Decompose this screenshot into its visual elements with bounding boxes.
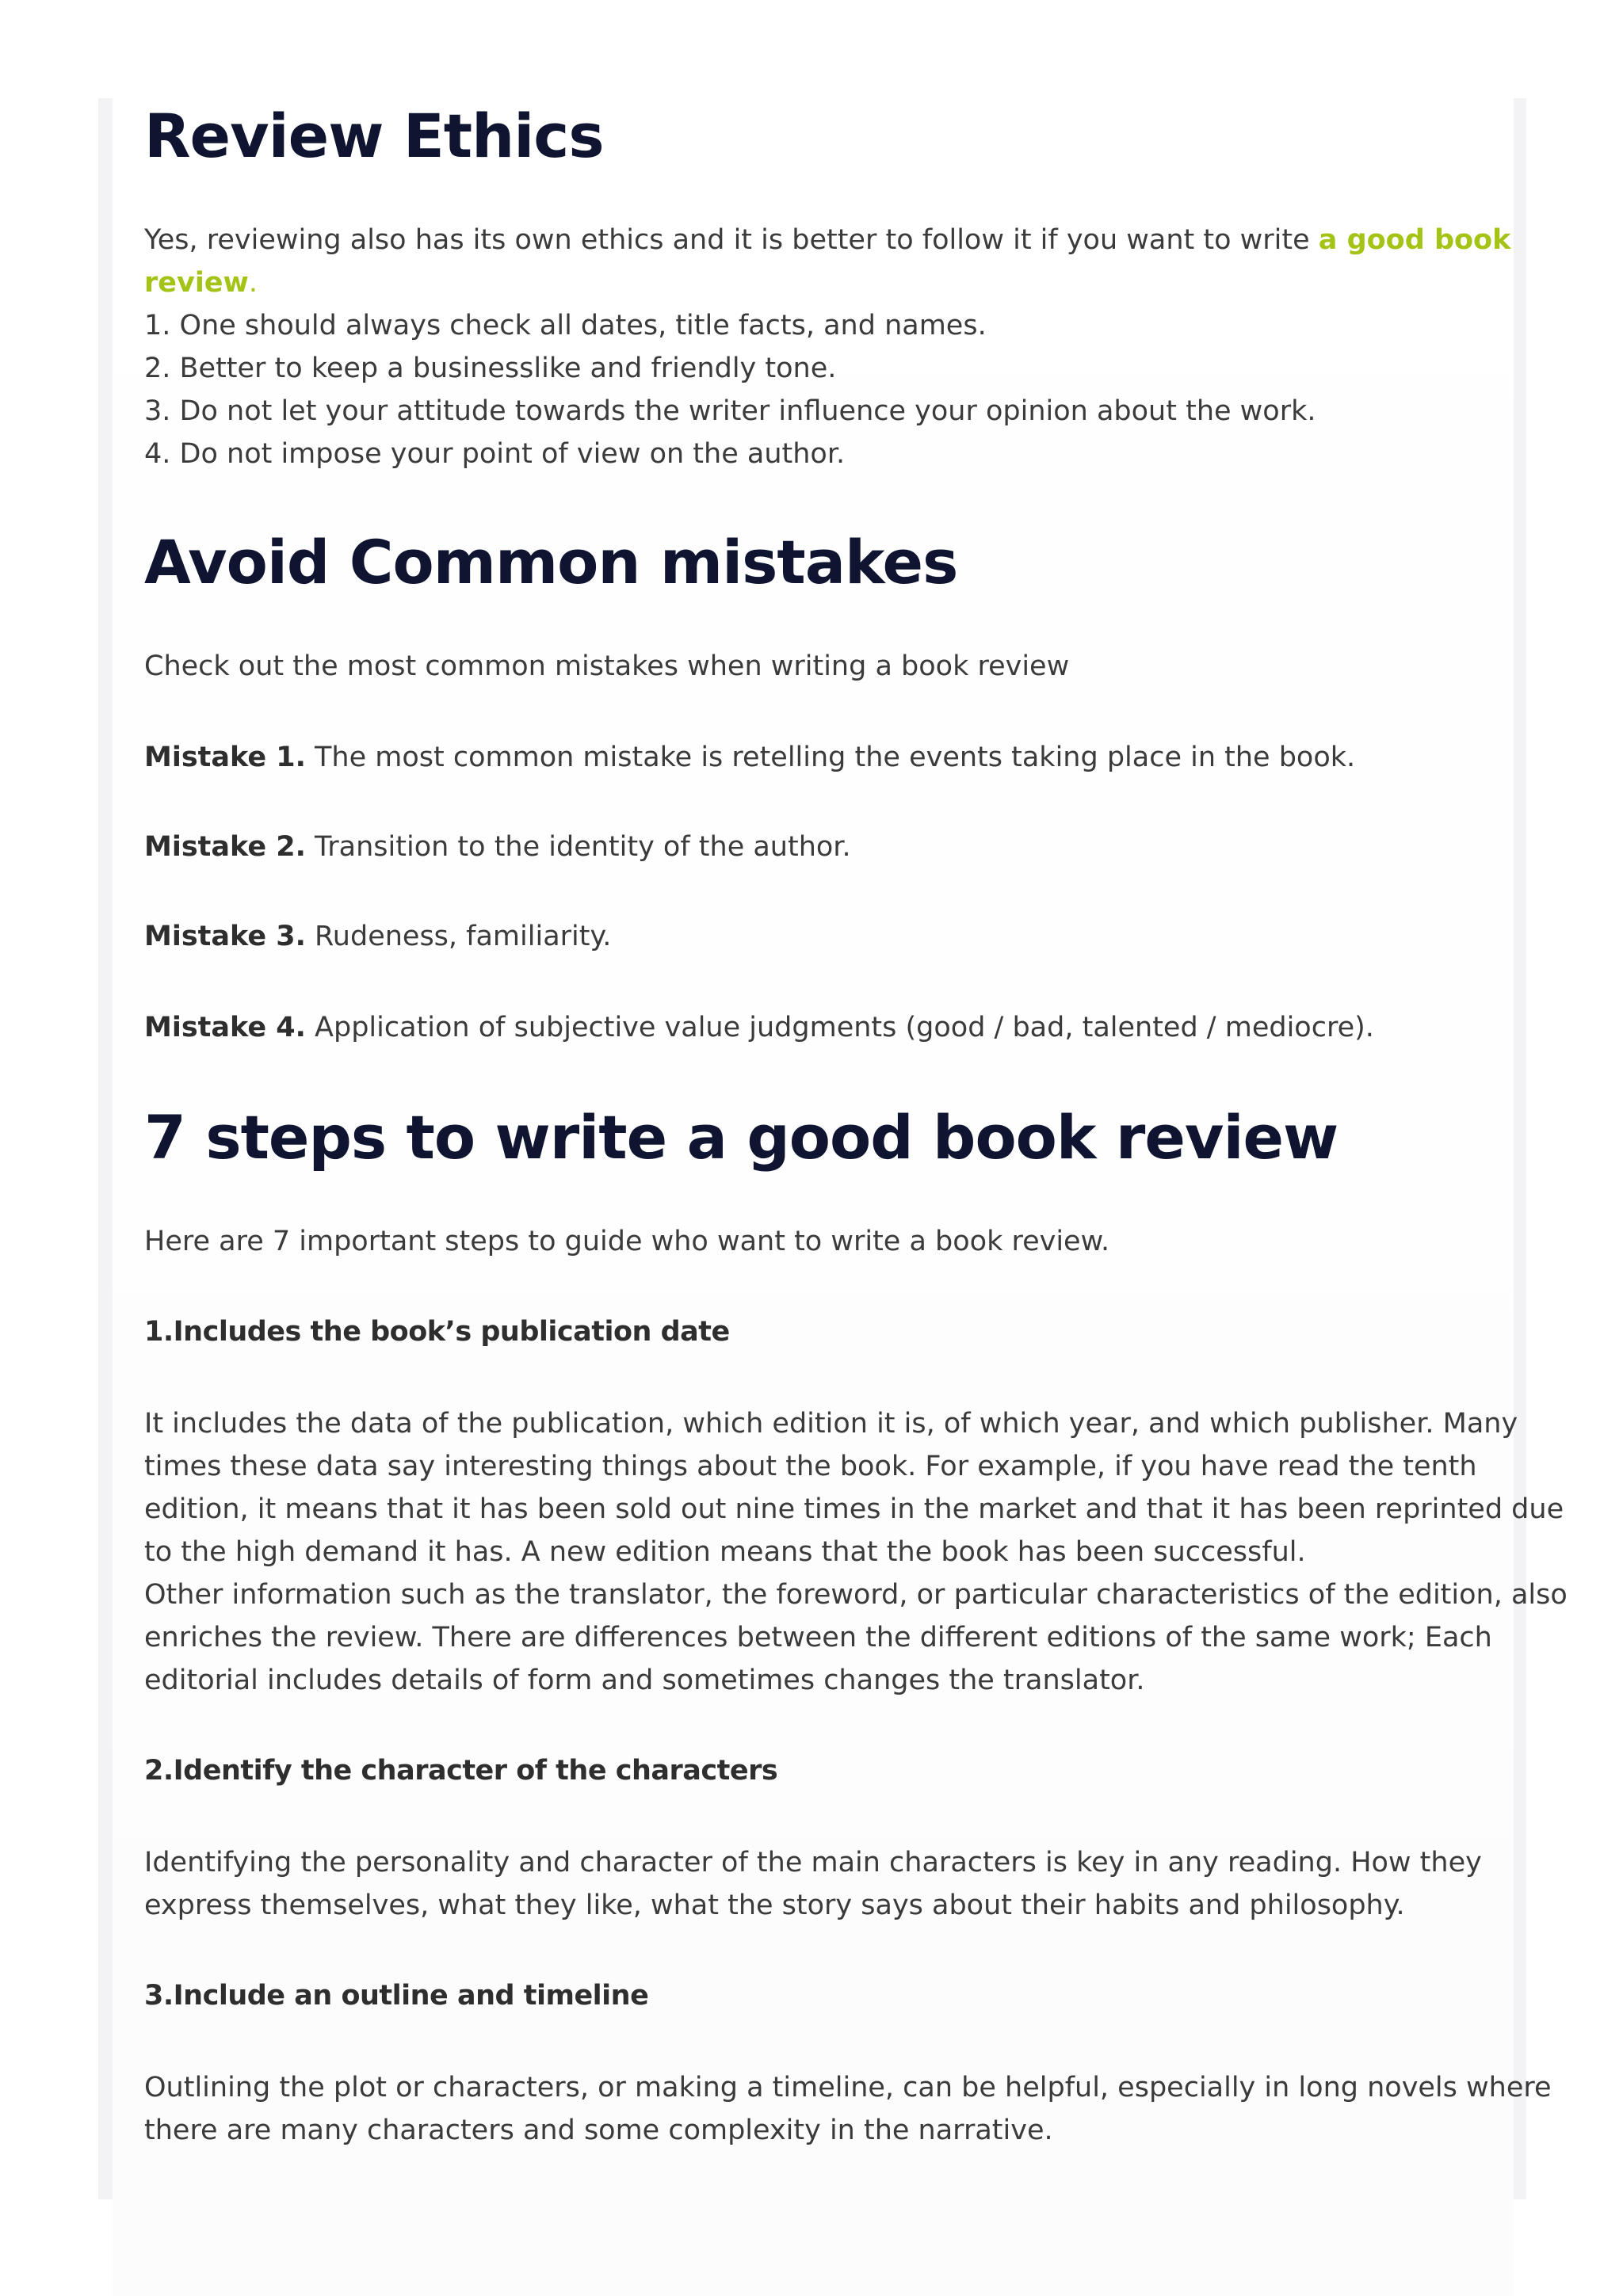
mistake-text: Application of subjective value judgments (good / bad, talented / mediocre). bbox=[305, 1012, 1374, 1043]
step-title: 2.Identify the character of the characters bbox=[144, 1755, 778, 1787]
step-body-line: edition, it means that it has been sold out nine times in the market and that it has been reprinted due bbox=[144, 1493, 1564, 1525]
mistake-item bbox=[144, 1006, 1491, 1049]
mistake-label: Mistake 2. bbox=[144, 831, 306, 863]
ethics-intro-text: Yes, reviewing also has its own ethics and it is better to follow it if you want to write bbox=[144, 224, 1319, 256]
mistake-item bbox=[144, 826, 1491, 868]
mistakes-intro: Check out the most common mistakes when writing a book review bbox=[144, 650, 1070, 682]
step-body-line: Outlining the plot or characters, or making a timeline, can be helpful, especially in long novels where bbox=[144, 2072, 1552, 2103]
ethics-item: 2. Better to keep a businesslike and friendly tone. bbox=[144, 353, 837, 384]
mistake-text: The most common mistake is retelling the events taking place in the book. bbox=[305, 742, 1356, 773]
ethics-item: 1. One should always check all dates, title facts, and names. bbox=[144, 310, 987, 341]
step-body-line: Other information such as the translator, the foreword, or particular characteristics of the edition, also bbox=[144, 1579, 1568, 1611]
heading-seven-steps: 7 steps to write a good book review bbox=[144, 1102, 1338, 1173]
mistake-label: Mistake 1. bbox=[144, 742, 306, 773]
link-period: . bbox=[248, 267, 258, 299]
step-title: 3.Include an outline and timeline bbox=[144, 1980, 649, 2012]
article bbox=[113, 98, 1568, 2296]
ethics-intro-line-1 bbox=[144, 219, 1511, 261]
step-body-line: there are many characters and some complexity in the narrative. bbox=[144, 2115, 1053, 2146]
step-body-line: times these data say interesting things about the book. For example, if you have read the tenth bbox=[144, 1451, 1477, 1482]
mistake-text: Rudeness, familiarity. bbox=[305, 921, 612, 952]
ethics-item: 4. Do not impose your point of view on the author. bbox=[144, 438, 846, 470]
step-body-line: Identifying the personality and character of the main characters is key in any reading. How they bbox=[144, 1847, 1482, 1878]
heading-review-ethics: Review Ethics bbox=[144, 101, 604, 171]
steps-intro: Here are 7 important steps to guide who want to write a book review. bbox=[144, 1226, 1110, 1257]
mistake-item bbox=[144, 736, 1491, 779]
step-body bbox=[144, 1841, 1491, 1927]
mistake-text: Transition to the identity of the author. bbox=[305, 831, 851, 863]
ethics-item: 3. Do not let your attitude towards the writer influence your opinion about the work. bbox=[144, 395, 1316, 427]
ethics-intro bbox=[144, 219, 1511, 475]
heading-avoid-common-mistakes: Avoid Common mistakes bbox=[144, 527, 958, 597]
step-body-line: editorial includes details of form and sometimes changes the translator. bbox=[144, 1665, 1145, 1696]
ethics-intro-line-2 bbox=[144, 261, 1491, 304]
step-body-line: express themselves, what they like, what the story says about their habits and philosophy. bbox=[144, 1890, 1405, 1921]
good-book-review-link[interactable]: a good book bbox=[1318, 224, 1511, 256]
step-body bbox=[144, 1402, 1568, 1702]
step-title: 1.Includes the book’s publication date bbox=[144, 1316, 730, 1348]
step-body bbox=[144, 2066, 1552, 2152]
step-body-line: enriches the review. There are differences between the different editions of the same work; Each bbox=[144, 1622, 1492, 1653]
good-book-review-link-cont[interactable]: review bbox=[144, 267, 249, 299]
step-body-line: It includes the data of the publication, which edition it is, of which year, and which publisher. Many bbox=[144, 1408, 1518, 1440]
mistake-item bbox=[144, 915, 1491, 958]
mistake-label: Mistake 3. bbox=[144, 921, 306, 952]
step-body-line: to the high demand it has. A new edition means that the book has been successful. bbox=[144, 1536, 1306, 1568]
mistake-label: Mistake 4. bbox=[144, 1012, 306, 1043]
